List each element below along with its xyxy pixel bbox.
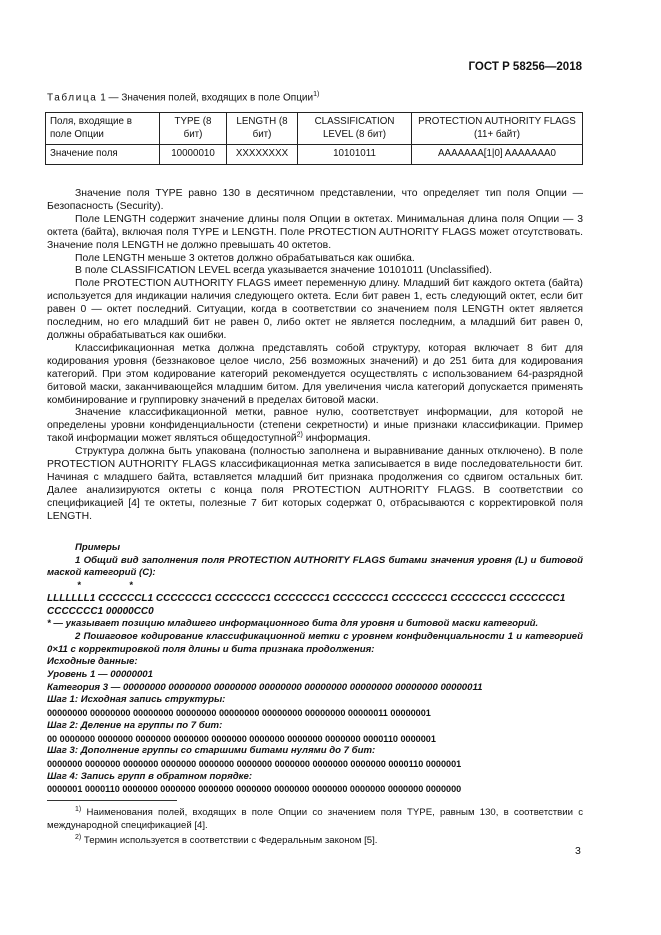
example-2-title: 2 Пошаговое кодирование классификационной метки с уровнем конфиденциальности 1 и категорией 0×11 с корректировкой поля длины и бита признака продолжения: (47, 630, 583, 655)
table-cell: XXXXXXXX (227, 145, 298, 165)
step-code: 00 0000000 0000000 0000000 0000000 0000000 0000000 0000000 0000000 0000110 0000001 (47, 733, 436, 744)
footnote-ref: 2) (296, 431, 303, 439)
example-1-line: CCCCCCC1 00000CC0 (47, 605, 154, 617)
paragraph (47, 407, 583, 446)
footnote-ref: 1) (75, 806, 82, 813)
table-header-cell: TYPE (8 бит) (160, 113, 227, 145)
step-title: Шаг 2: Деление на группы по 7 бит: (47, 719, 223, 731)
paragraph: Поле PROTECTION AUTHORITY FLAGS имеет переменную длину. Младший бит каждого октета (байта) используется для индикации наличия следующего октета. Если бит равен 1, есть следующий октет, если бит равен 0 — октет последний. Ситуации, когда в соответствии со значением поля LENGTH октет является последним, но его младший бит не равен 0, либо октет не является последним, а младший бит равен 0, должны обрабатываться как ошибки. (47, 278, 583, 341)
table-header-cell: LENGTH (8 бит) (227, 113, 298, 145)
paragraph: Значение поля TYPE равно 130 в десятичном представлении, что определяет тип поля Опции — Безопасность (Security). (47, 188, 583, 212)
table-row (46, 145, 583, 165)
asterisk-mark: * (77, 580, 81, 592)
table-caption-text: 1 — Значения полей, входящих в поле Опции (100, 92, 314, 104)
footnotes (47, 804, 583, 848)
page-number: 3 (575, 845, 581, 857)
table-header-cell: PROTECTION AUTHORITY FLAGS (11+ байт) (412, 113, 583, 145)
step-code: 0000001 0000110 0000000 0000000 0000000 0000000 0000000 0000000 0000000 0000000 0000000 (47, 784, 462, 795)
paragraph: Поле LENGTH содержит значение длины поля Опции в октетах. Минимальная длина поля Опции — 3 октета (байта), включая поля TYPE и LENGTH. Поле PROTECTION AUTHORITY FLAGS может отсутствовать. Значение поля LENGTH не должно превышать 40 октетов. (47, 213, 583, 251)
standard-code: ГОСТ Р 58256—2018 (468, 61, 582, 73)
footnote (47, 804, 583, 832)
paragraph-text: информация. (302, 433, 371, 445)
example-1-line: LLLLLLL1 CCCCCCL1 CCCCCCC1 CCCCCCC1 CCCCCCC1 CCCCCCC1 CCCCCCC1 CCCCCCC1 CCCCCCC1 (47, 592, 566, 604)
footnote-separator (47, 800, 177, 801)
table-cell: 10101011 (298, 145, 412, 165)
level-line: Уровень 1 — 00000001 (47, 669, 153, 681)
category-line: Категория 3 — 00000000 00000000 00000000 00000000 00000000 00000000 00000000 00000011 (47, 681, 483, 693)
paragraph: Классификационная метка должна представлять собой структуру, которая включает 8 бит для кодирования уровня (беззнаковое целое число, 256 возможных значений) и до 251 бита для кодирования категорий. При этом кодирование категорий рекомендуется осуществлять с использованием 64-разрядной битовой маски, заканчивающейся младшим битом. Для увеличения числа категорий допускается применять комбинирование и группировку значений в пределах битовой маски. (47, 342, 583, 406)
paragraph: Поле LENGTH меньше 3 октетов должно обрабатываться как ошибка. (75, 252, 415, 264)
footnote (47, 832, 583, 848)
table-caption-label: Таблица (47, 92, 98, 104)
options-table (45, 112, 583, 165)
step-title: Шаг 4: Запись групп в обратном порядке: (47, 770, 253, 782)
table-caption (47, 91, 319, 103)
examples-heading: Примеры (75, 542, 121, 553)
step-title: Шаг 1: Исходная запись структуры: (47, 694, 226, 706)
step-title: Шаг 3: Дополнение группы со старшими битами нулями до 7 бит: (47, 745, 376, 757)
asterisk-mark: * (129, 580, 133, 592)
example-1-title: 1 Общий вид заполнения поля PROTECTION AUTHORITY FLAGS битами значения уровня (L) и битовой маской категорий (C): (47, 554, 583, 579)
paragraph: В поле CLASSIFICATION LEVEL всегда указывается значение 10101011 (Unclassified). (75, 265, 493, 277)
table-header-cell: Поля, входящие в поле Опции (46, 113, 160, 145)
footnote-ref: 2) (75, 834, 82, 841)
body-text (47, 188, 583, 524)
example-1-marks (47, 580, 583, 593)
paragraph-text: Значение классификационной метки, равное нулю, соответствует информации, для которой не определены уровни конфиденциальности (степени секретности) и иные признаки классификации. Пример такой информации может являться общедоступной (47, 407, 583, 445)
source-data-label: Исходные данные: (47, 656, 138, 668)
table-header-row (46, 113, 583, 145)
table-cell: 10000010 (160, 145, 227, 165)
paragraph: Структура должна быть упакована (полностью заполнена и выравнивание данных отключено). В поле PROTECTION AUTHORITY FLAGS классификационная метка записывается в виде последовательности бит. Начиная с младшего байта, вставляется младший бит признака продолжения со сдвигом остальных бит. Далее анализируются октеты с конца поля PROTECTION AUTHORITY FLAGS. В соответствии со спецификацией [4] те октеты, полезные 7 бит которых содержат 0, отбрасываются с корректировкой поля LENGTH. (47, 446, 583, 522)
examples-block (47, 542, 583, 796)
table-cell: Значение поля (46, 145, 160, 165)
footnote-text: Термин используется в соответствии с Федеральным законом [5]. (83, 835, 378, 847)
step-code: 00000000 00000000 00000000 00000000 00000000 00000000 00000000 00000011 00000001 (47, 708, 431, 719)
table-cell: AAAAAAA[1|0] AAAAAAA0 (412, 145, 583, 165)
step-code: 0000000 0000000 0000000 0000000 0000000 0000000 0000000 0000000 0000000 0000110 0000001 (47, 758, 462, 769)
footnote-text: Наименования полей, входящих в поле Опции со значением поля TYPE, равным 130, в соответствии с международной спецификацией [4]. (47, 807, 583, 831)
table-header-cell: CLASSIFICATION LEVEL (8 бит) (298, 113, 412, 145)
example-1-note: * — указывает позицию младшего информационного бита для уровня и битовой маски категорий. (47, 618, 539, 630)
table-caption-footnote-ref: 1) (313, 91, 320, 98)
